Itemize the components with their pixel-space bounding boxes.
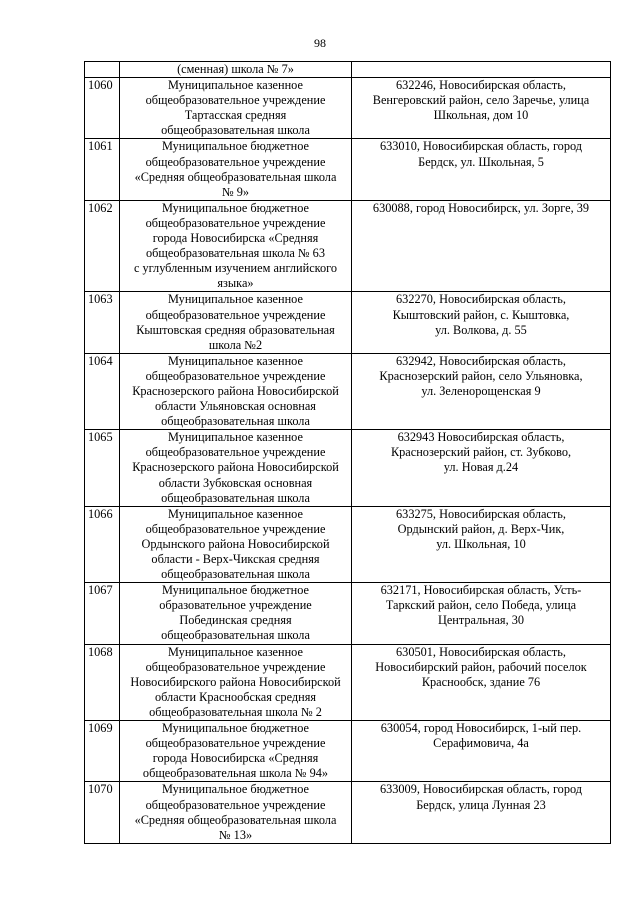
table-row [85,200,611,292]
institution-address-cell [352,782,611,843]
row-number: 1063 [88,292,113,307]
row-number: 1062 [88,200,113,215]
institution-name-cell [120,644,352,720]
row-number-cell [85,583,120,644]
row-number: 1061 [88,139,113,154]
institution-name: Муниципальное казенное общеобразовательное учреждение Кыштовская средняя образовательная школа №2 [136,292,335,352]
institution-address: 630054, город Новосибирск, 1-ый пер. Серафимовича, 4а [380,721,582,751]
institution-name-cell [120,583,352,644]
table-row [85,506,611,582]
table-row [85,782,611,843]
institution-name: Муниципальное бюджетное общеобразовательное учреждение города Новосибирска «Средняя общеобразовательная школа № 63 с углубленным изучением английского языка» [133,200,338,291]
institution-name-cell [120,62,352,78]
institution-name-cell [120,353,352,429]
row-number: 1066 [88,506,113,521]
institution-address-cell [352,139,611,200]
institution-name-cell [120,721,352,782]
row-number-cell [85,782,120,843]
row-number: 1060 [88,78,113,93]
page-number: 98 [314,36,326,50]
row-number: 1069 [88,721,113,736]
institution-address: 632246, Новосибирская область, Венгеровский район, село Заречье, улица Школьная, дом 10 [372,78,590,123]
institution-address: 632171, Новосибирская область, Усть- Таркский район, село Победа, улица Центральная, 30 [380,583,582,628]
institution-address: 633275, Новосибирская область, Ордынский район, д. Верх-Чик, ул. Школьная, 10 [396,506,566,551]
institution-address: 632942, Новосибирская область, Краснозерский район, село Ульяновка, ул. Зеленорощенская 9 [379,353,583,398]
row-number: 1068 [88,644,113,659]
institution-name-cell [120,78,352,139]
institution-address-cell [352,721,611,782]
institution-address-cell [352,506,611,582]
row-number-cell [85,292,120,353]
institution-name: Муниципальное бюджетное общеобразовательное учреждение «Средняя общеобразовательная школа № 13» [134,782,337,842]
row-number: 1064 [88,353,113,368]
table-row [85,430,611,506]
institution-address-cell [352,78,611,139]
row-number-cell [85,139,120,200]
institution-address: 632270, Новосибирская область, Кыштовский район, с. Кыштовка, ул. Волкова, д. 55 [392,292,570,337]
row-number-cell [85,78,120,139]
institution-address-cell [352,644,611,720]
institution-address: 633010, Новосибирская область, город Бердск, ул. Школьная, 5 [379,139,583,169]
institution-name-cell [120,782,352,843]
institution-name-cell [120,506,352,582]
table-row [85,62,611,78]
table-row [85,721,611,782]
row-number-cell [85,644,120,720]
institution-address-cell [352,292,611,353]
institution-address-cell [352,583,611,644]
row-number-cell [85,200,120,292]
row-number: 1067 [88,583,113,598]
institution-address-cell [352,200,611,292]
institution-name: Муниципальное казенное общеобразовательное учреждение Краснозерского района Новосибирской области Зубковская основная общеобразовательная школа [132,430,339,505]
row-number-cell [85,353,120,429]
institution-address: 632943 Новосибирская область, Краснозерский район, ст. Зубково, ул. Новая д.24 [390,430,572,475]
institution-name: Муниципальное бюджетное общеобразовательное учреждение «Средняя общеобразовательная школа № 9» [134,139,337,199]
institution-name: Муниципальное казенное общеобразовательное учреждение Краснозерского района Новосибирской области Ульяновская основная общеобразовательная школа [132,353,339,429]
row-number-cell [85,721,120,782]
row-number-cell [85,506,120,582]
table-row [85,583,611,644]
institution-name: Муниципальное казенное общеобразовательное учреждение Новосибирского района Новосибирской области Краснообская средняя общеобразовательная школа № 2 [130,644,341,719]
table-row [85,78,611,139]
institution-address-cell [352,430,611,506]
institution-name: Муниципальное бюджетное общеобразовательное учреждение города Новосибирска «Средняя общеобразовательная школа № 94» [142,721,329,781]
table-row [85,353,611,429]
institution-name-cell [120,430,352,506]
table-row [85,644,611,720]
institution-name-cell [120,139,352,200]
institution-name: Муниципальное бюджетное образовательное учреждение Побединская средняя общеобразовательная школа [159,583,312,643]
institution-address: 630501, Новосибирская область, Новосибирский район, рабочий поселок Краснообск, здание 76 [375,644,587,689]
institution-name: (сменная) школа № 7» [177,62,294,76]
row-number: 1070 [88,782,113,797]
table-row [85,139,611,200]
row-number-cell [85,430,120,506]
institution-address-cell [352,62,611,78]
institution-name: Муниципальное казенное общеобразовательное учреждение Тартасская средняя общеобразовательная школа [145,78,326,138]
institution-address-cell [352,353,611,429]
institution-name-cell [120,292,352,353]
school-registry-table [84,61,611,844]
row-number-cell [85,62,120,78]
row-number: 1065 [88,430,113,445]
institution-name-cell [120,200,352,292]
institution-name: Муниципальное казенное общеобразовательное учреждение Ордынского района Новосибирской области - Верх-Чикская средняя общеобразовательная школа [141,506,330,582]
institution-address: 633009, Новосибирская область, город Бердск, улица Лунная 23 [379,782,583,812]
institution-address: 630088, город Новосибирск, ул. Зорге, 39 [372,200,590,215]
table-row [85,292,611,353]
